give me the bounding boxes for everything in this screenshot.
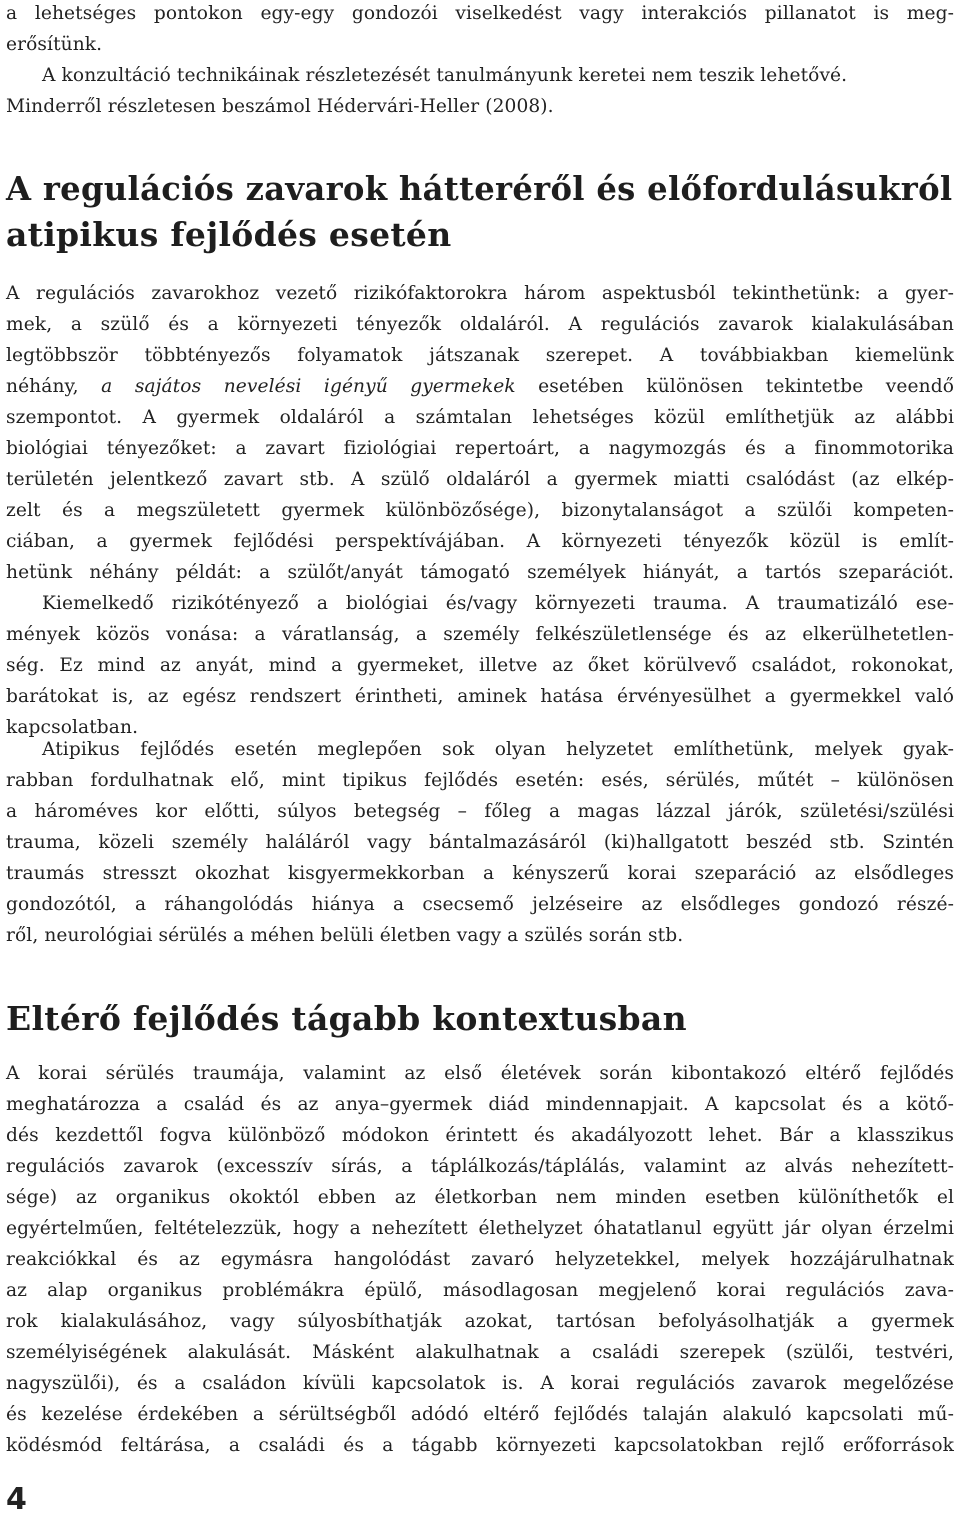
text-line: gondozótól, a ráhangolódás hiánya a csecsemő jelzéseire az elsődleges gondozó részé- <box>6 894 954 915</box>
text-line: meghatározza a család és az anya–gyermek diád mindennapjait. A kapcsolat és a kötő- <box>6 1094 954 1115</box>
text-line: rabban fordulhatnak elő, mint tipikus fejlődés esetén: esés, sérülés, műtét – különösen <box>6 770 954 791</box>
heading-line: A regulációs zavarok hátteréről és előfordulásukról <box>6 170 953 208</box>
text-line: A regulációs zavarokhoz vezető rizikófaktorokra három aspektusból tekinthetünk: a gyer- <box>6 283 954 304</box>
text-line: Minderről részletesen beszámol Hédervári-Heller (2008). <box>6 96 554 117</box>
text-line: Atipikus fejlődés esetén meglepően sok olyan helyzetet említhetünk, melyek gyak- <box>42 739 954 760</box>
section1-paragraph-1 <box>6 278 954 743</box>
text-line: ciában, a gyermek fejlődési perspektívájában. A környezeti tényezők közül is említ- <box>6 531 954 552</box>
text-line: A korai sérülés traumája, valamint az első életévek során kibontakozó eltérő fejlődés <box>6 1063 954 1084</box>
italic-phrase: a sajátos nevelési igényű gyermekek <box>101 376 516 397</box>
section1-paragraph-2 <box>6 734 954 951</box>
text-line: rok kialakulásához, vagy súlyosbíthatják azokat, tartósan befolyásolhatják a gyermek <box>6 1311 954 1332</box>
text-line: ség. Ez mind az anyát, mind a gyermeket, illetve az őket körülvevő családot, rokonokat, <box>6 655 954 676</box>
heading-line: Eltérő fejlődés tágabb kontextusban <box>6 999 687 1038</box>
text-line: sége) az organikus okoktól ebben az életkorban nem minden esetben különíthetők el <box>6 1187 954 1208</box>
text-line: regulációs zavarok (excesszív sírás, a táplálkozás/táplálás, valamint az alvás nehezített- <box>6 1156 954 1177</box>
text-line: dés kezdettől fogva különböző módokon érintett és akadályozott lehet. Bár a klasszikus <box>6 1125 954 1146</box>
text-line: az alap organikus problémákra épülő, másodlagosan megjelenő korai regulációs zava- <box>6 1280 954 1301</box>
text-line: legtöbbször többtényezős folyamatok játszanak szerepet. A továbbiakban kiemelünk <box>6 345 954 366</box>
text-line: területén jelentkező zavart stb. A szülő oldaláról a gyermek miatti csalódást (az elkép- <box>6 469 954 490</box>
section-heading-regulation <box>6 166 954 258</box>
text-line: mények közös vonása: a váratlanság, a személy felkészületlensége és az elkerülhetetlen- <box>6 624 954 645</box>
text-line: nagyszülői), és a családon kívüli kapcsolatok is. A korai regulációs zavarok megelőzése <box>6 1373 954 1394</box>
text-line: ködésmód feltárása, a családi és a tágabb környezeti kapcsolatokban rejlő erőforrások <box>6 1435 954 1456</box>
section-heading-context <box>6 996 954 1042</box>
text-line: barátokat is, az egész rendszert érintheti, aminek hatása érvényesülhet a gyermekkel való <box>6 686 954 707</box>
heading-line: atipikus fejlődés esetén <box>6 215 452 254</box>
text-line: hetünk néhány példát: a szülőt/anyát támogató személyek hiányát, a tartós szeparációt. <box>6 562 954 583</box>
text-line: ről, neurológiai sérülés a méhen belüli életben vagy a szülés során stb. <box>6 925 684 946</box>
text-line: A konzultáció technikáinak részletezését tanulmányunk keretei nem teszik lehetővé. <box>42 65 848 86</box>
text-line: traumás stresszt okozhat kisgyermekkorban a kényszerű korai szeparáció az elsődleges <box>6 863 954 884</box>
text-line: erősítünk. <box>6 34 103 55</box>
text-segment: esetében különösen tekintetbe veendő <box>515 376 954 397</box>
text-segment: néhány, <box>6 376 102 397</box>
text-line: biológiai tényezőket: a zavart fiziológiai repertoárt, a nagymozgás és a finommotorika <box>6 438 954 459</box>
text-line: mek, a szülő és a környezeti tényezők oldaláról. A regulációs zavarok kialakulásában <box>6 314 954 335</box>
text-line: a hároméves kor előtti, súlyos betegség – főleg a magas lázzal járók, születési/szülési <box>6 801 954 822</box>
text-line: és kezelése érdekében a sérültségből adódó eltérő fejlődés talaján alakuló kapcsolati mű- <box>6 1404 954 1425</box>
text-line: szempontot. A gyermek oldaláról a számtalan lehetséges közül említhetjük az alábbi <box>6 407 954 428</box>
intro-paragraph <box>6 0 954 122</box>
text-line: a lehetséges pontokon egy-egy gondozói viselkedést vagy interakciós pillanatot is meg- <box>6 3 954 24</box>
section2-paragraph-1 <box>6 1058 954 1461</box>
text-line: reakciókkal és az egymásra hangolódást zavaró helyzetekkel, melyek hozzájárulhatnak <box>6 1249 954 1270</box>
text-line: trauma, közeli személy haláláról vagy bántalmazásáról (ki)hallgatott beszéd stb. Szintén <box>6 832 954 853</box>
text-line: egyértelműen, feltételezzük, hogy a nehezített élethelyzet óhatatlanul együtt jár olyan érzelmi <box>6 1218 954 1239</box>
text-line: személyiségének alakulását. Másként alakulhatnak a családi szerepek (szülői, testvéri, <box>6 1342 954 1363</box>
page-number: 4 <box>6 1482 27 1517</box>
text-line: Kiemelkedő rizikótényező a biológiai és/vagy környezeti trauma. A traumatizáló ese- <box>42 593 954 614</box>
text-line-italic-phrase <box>6 371 954 402</box>
text-line: kapcsolatban. <box>6 717 139 738</box>
text-line: zelt és a megszületett gyermek különbözősége), bizonytalanságot a szülői kompeten- <box>6 500 954 521</box>
